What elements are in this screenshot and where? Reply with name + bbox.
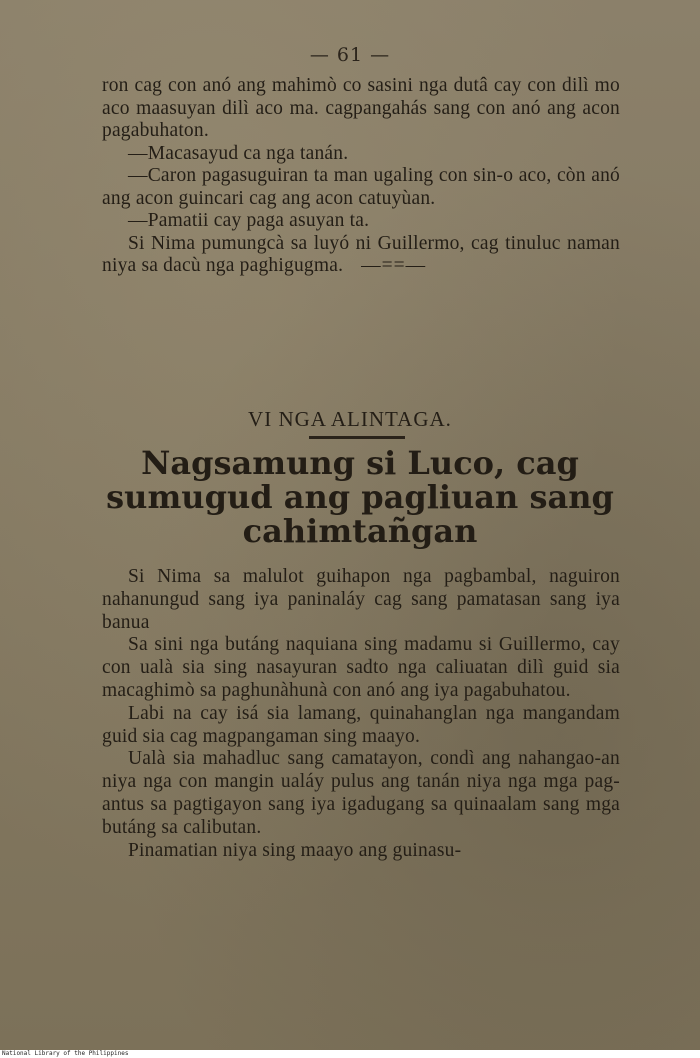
paragraph: Si Nima pumungcà sa luyó ni Guillermo, cag tinuluc naman niya sa dacù nga paghigugma. [102, 232, 620, 276]
top-text-block [102, 75, 620, 278]
paragraph: Ualà sia mahadluc sang camatayon, condì ang nahangao-an niya nga con mangin ualáy pulus ang tanán niya nga mga pag-antus sa pagtigayon sang iya igadugang sa quinaalam sang mga butáng sa calibutan. [102, 748, 620, 838]
paragraph: Labi na cay isá sia lamang, quinahanglan nga mangandam guid sia cag magpangaman sing maayo. [102, 702, 620, 747]
paragraph: Sa sini nga butáng naquiana sing madamu si Guillermo, cay con ualà sia sing nasayuran sadto nga caliuatan dilì guid sia macaghimò sa paghunàhunà con anó ang iya pagabuhatou. [102, 634, 620, 701]
chapter-underline [309, 436, 405, 439]
library-footer: National Library of the Philippines [0, 1050, 700, 1058]
page-number: — 61 — [309, 44, 391, 66]
paragraph: —Macasayud ca nga tanán. [128, 142, 349, 164]
paragraph: ron cag con anó ang mahimò co sasini nga dutâ cay con dilì mo aco maasuyan dilì aco ma. cagpangahás sang con anó ang acon pagabuhaton. [102, 75, 620, 141]
paragraph-with-end-mark [102, 233, 620, 278]
chapter-title: Nagsamung si Luco, cag sumugud ang pagliuan sang cahimtañgan [106, 444, 614, 550]
paragraph: Pinamatian niya sing maayo ang guinasu- [128, 839, 462, 861]
chapter-label: VI NGA ALINTAGA. [248, 407, 452, 431]
paragraph: —Caron pagasuguiran ta man ugaling con sin-o aco, còn anó ang acon guincari cag ang acon catuyùan. [102, 165, 620, 209]
paragraph: —Pamatii cay paga asuyan ta. [128, 210, 370, 231]
paragraph: Si Nima sa malulot guihapon nga pagbambal, naguiron nahanungud sang iya paninaláy cag sang pamatasan sang iya banua [102, 566, 620, 633]
body-text-block [102, 566, 620, 862]
section-end-mark: —==— [361, 255, 427, 276]
